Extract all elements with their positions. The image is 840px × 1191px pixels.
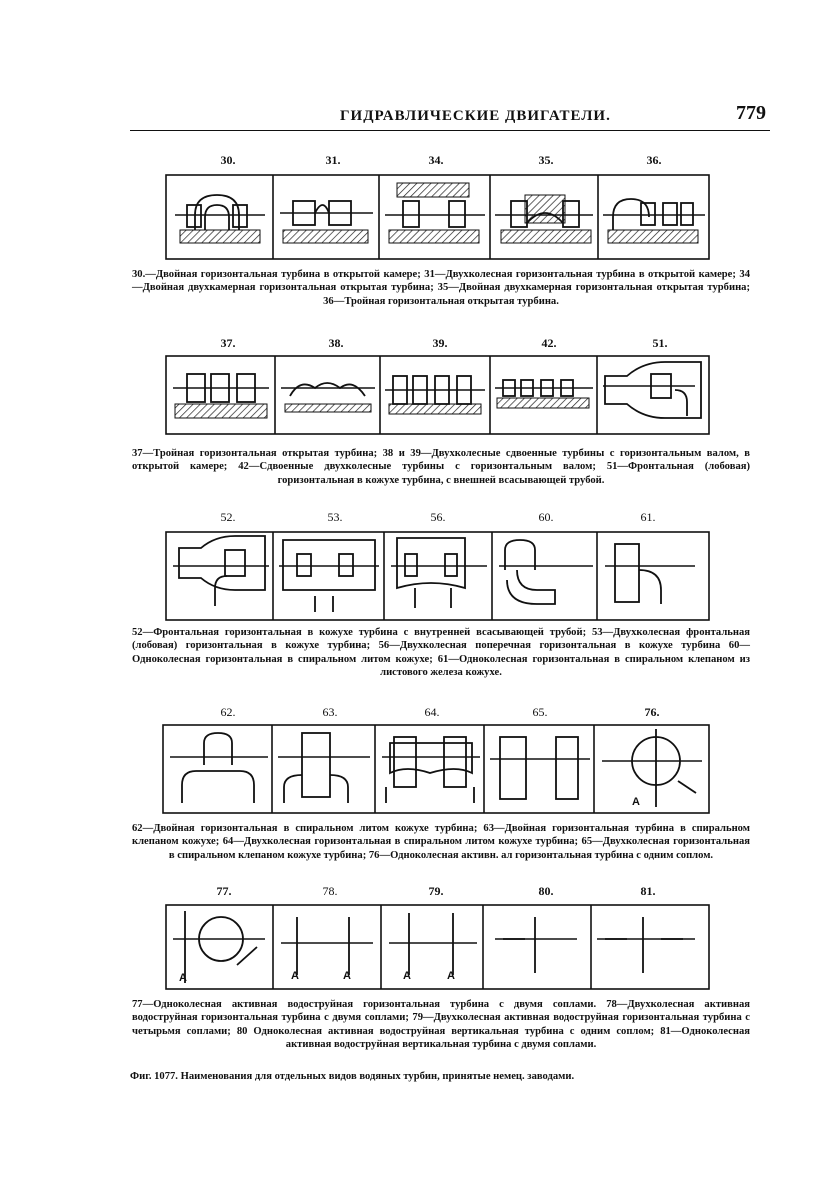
section-mark: A — [447, 970, 455, 982]
figure-label: 34. — [428, 153, 444, 167]
figure-label: 56. — [430, 510, 446, 524]
caption-row-5: 77—Одноколесная активная водоструйная горизонтальная турбина с двумя соплами. 78—Двухколесная активная водоструйная горизонтальная турбина с двумя соплами; 79—Двухколесная активная водоструйная горизонтальная турбина с четырьмя соплами; 80 Одноколесная активная водоструйная вертикальная турбина с одним соплом; 81—Одноколесная активная водоструйная вертикальная турбина с двумя соплами. — [132, 999, 750, 1051]
figure-label: 60. — [538, 510, 554, 524]
figure-label: 65. — [532, 705, 548, 719]
figure-label: 79. — [428, 884, 444, 898]
figure-label: 78. — [322, 884, 338, 898]
caption-row-2: 37—Тройная горизонтальная открытая турбина; 38 и 39—Двухколесные сдвоенные турбины с горизонтальным валом, в открытой камере; 42—Сдвоенные двухколесные турбины с горизонтальным валом; 51—Фронтальная (лобовая) горизонтальная в кожухе турбина, с внешней всасывающей трубой. — [132, 448, 750, 486]
section-mark: A — [291, 970, 299, 982]
turbine-diagrams-row-2 — [165, 354, 710, 436]
turbine-diagrams-row-1 — [165, 173, 710, 261]
caption-row-1: 30.—Двойная горизонтальная турбина в открытой камере; 31—Двухколесная горизонтальная турбина в открытой камере; 34—Двойная двухкамерная горизонтальная открытая турбина; 35—Двойная двухкамерная горизонтальная открытая турбина; 36—Тройная горизонтальная открытая турбина. — [132, 269, 750, 307]
running-header-title: ГИДРАВЛИЧЕСКИЕ ДВИГАТЕЛИ. — [340, 108, 611, 124]
figure-labels-row-2 — [0, 336, 840, 354]
figure-label: 35. — [538, 153, 554, 167]
section-mark: A — [403, 970, 411, 982]
section-mark: A — [343, 970, 351, 982]
figure-label: 36. — [646, 153, 662, 167]
figure-label: 53. — [327, 510, 343, 524]
figure-label: 31. — [325, 153, 341, 167]
figure-label: 38. — [328, 336, 344, 350]
figure-label: 64. — [424, 705, 440, 719]
figure-label: 77. — [216, 884, 232, 898]
turbine-diagrams-row-4 — [162, 723, 710, 815]
figure-label: 81. — [640, 884, 656, 898]
running-header — [130, 104, 770, 131]
figure-labels-row-1 — [0, 153, 840, 171]
section-mark: A — [632, 796, 640, 808]
figure-label: 30. — [220, 153, 236, 167]
figure-labels-row-3 — [0, 510, 840, 528]
figure-label: 63. — [322, 705, 338, 719]
figure-caption: Фиг. 1077. Наименования для отдельных видов водяных турбин, принятые немец. заводами. — [130, 1071, 575, 1082]
figure-label: 76. — [644, 705, 660, 719]
caption-row-4: 62—Двойная горизонтальная в спиральном литом кожухе турбина; 63—Двойная горизонтальная турбина в спиральном клепаном кожухе; 64—Двухколесная горизонтальная в спиральном литом кожухе турбина; 65—Двухколесная горизонтальная в спиральном клепаном кожухе турбина; 76—Одноколесная активн. ал горизонтальная турбина с одним соплом. — [132, 823, 750, 861]
figure-label: 51. — [652, 336, 668, 350]
figure-labels-row-5 — [0, 884, 840, 902]
section-mark: A — [179, 972, 187, 984]
turbine-diagrams-row-3 — [165, 530, 710, 622]
caption-row-3: 52—Фронтальная горизонтальная в кожухе турбина с внутренней всасывающей трубой; 53—Двухколесная фронтальная (лобовая) горизонтальная в кожухе турбина; 56—Двухколесная поперечная горизонтальная в кожухе турбина 60—Одноколесная горизонтальная в спиральном литом кожухе; 61—Одноколесная горизонтальная в спиральном клепаном из листового железа кожухе. — [132, 627, 750, 679]
figure-label: 42. — [541, 336, 557, 350]
turbine-diagrams-row-5 — [165, 903, 710, 991]
figure-label: 52. — [220, 510, 236, 524]
figure-label: 62. — [220, 705, 236, 719]
figure-label: 39. — [432, 336, 448, 350]
page-number: 779 — [736, 102, 766, 124]
figure-label: 80. — [538, 884, 554, 898]
figure-labels-row-4 — [0, 705, 840, 723]
figure-label: 61. — [640, 510, 656, 524]
figure-label: 37. — [220, 336, 236, 350]
